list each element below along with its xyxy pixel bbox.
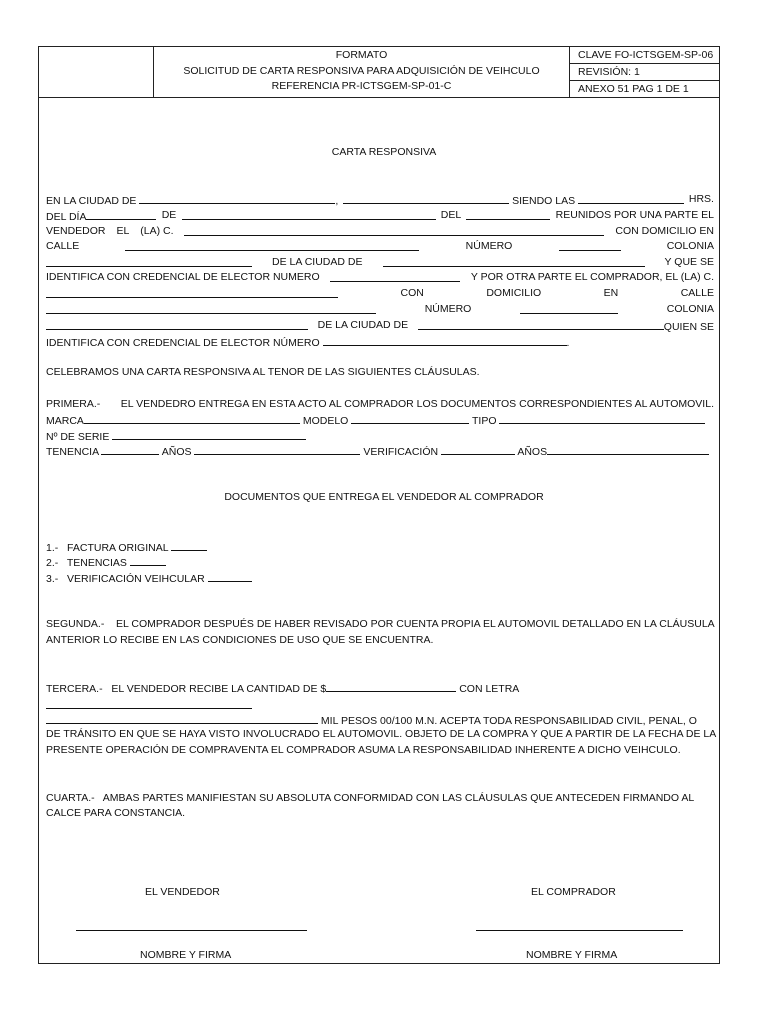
primera-line-1: PRIMERA.- EL VENDEDRO ENTREGA EN ESTA ACTO AL COMPRADOR LOS DOCUMENTOS CORRESPONDIENTES AL AUTOMOVIL. <box>46 398 714 410</box>
vendedor-signature-line <box>76 930 307 931</box>
tercera-line-1: TERCERA.- EL VENDEDOR RECIBE LA CANTIDAD DE $ CON LETRA <box>46 680 519 697</box>
intro-line-6: IDENTIFICA CON CREDENCIAL DE ELECTOR NUMERO Y POR OTRA PARTE EL COMPRADOR, EL (LA) C. <box>46 271 714 283</box>
docs-title: DOCUMENTOS QUE ENTREGA EL VENDEDOR AL COMPRADOR <box>224 491 544 503</box>
primera-line-3: Nº DE SERIE <box>46 428 306 445</box>
header-form-title: SOLICITUD DE CARTA RESPONSIVA PARA ADQUISICIÓN DE VEIHCULO <box>183 64 540 77</box>
intro-line-4: CALLE NÚMERO COLONIA <box>46 240 714 252</box>
form-header <box>39 47 719 98</box>
intro-line-5: DE LA CIUDAD DE Y QUE SE <box>46 255 714 270</box>
intro-line-3: VENDEDOR EL (LA) C. CON DOMICILIO EN <box>46 225 714 237</box>
label-en-la-ciudad: EN LA CIUDAD DE , <box>46 192 338 207</box>
form-frame <box>38 46 720 964</box>
header-anexo: ANEXO 51 PAG 1 DE 1 <box>578 83 689 95</box>
tercera-line-4: PRESENTE OPERACIÓN DE COMPRAVENTA EL COMPRADOR ASUMA LA RESPONSABILIDAD INHERENTE A DICHO VEIHCULO. <box>46 744 681 756</box>
intro-line-8: NÚMERO COLONIA <box>46 302 714 317</box>
intro-line-1 <box>46 192 714 207</box>
intro-line-10: IDENTIFICA CON CREDENCIAL DE ELECTOR NÚMERO . <box>46 334 569 351</box>
cuarta-line-2: CALCE PARA CONSTANCIA. <box>46 807 186 819</box>
intro-line-7: CON DOMICILIO EN CALLE <box>46 286 714 301</box>
tercera-line-3: DE TRÁNSITO EN QUE SE HAYA VISTO INVOLUCRADO EL AUTOMOVIL. OBJETO DE LA COMPRA Y QUE A PARTIR DE LA FECHA DE LA <box>46 728 717 740</box>
header-reference: REFERENCIA PR-ICTSGEM-SP-01-C <box>271 80 452 92</box>
label-siendo-las: SIENDO LAS <box>343 192 684 207</box>
segunda-line-2: ANTERIOR LO RECIBE EN LAS CONDICIONES DE USO QUE SE ENCUENTRA. <box>46 634 434 646</box>
segunda-line-1: SEGUNDA.- EL COMPRADOR DESPUÉS DE HABER REVISADO POR CUENTA PROPIA EL AUTOMOVIL DETALLADO EN LA CLÁUSULA <box>46 618 715 630</box>
cuarta-line-1: CUARTA.- AMBAS PARTES MANIFIESTAN SU ABSOLUTA CONFORMIDAD CON LAS CLÁUSULAS QUE ANTECEDEN FIRMANDO AL <box>46 792 695 804</box>
label-el-vendedor: EL VENDEDOR <box>145 886 220 898</box>
header-logo-cell <box>39 47 154 97</box>
comprador-nombre-firma: NOMBRE Y FIRMA <box>526 949 618 961</box>
tercera-line-2: MIL PESOS 00/100 M.N. ACEPTA TODA RESPONSABILIDAD CIVIL, PENAL, O <box>46 712 697 729</box>
doc-item-3: 3.- VERIFICACIÓN VEIHCULAR <box>46 570 252 587</box>
intro-line-9: DE LA CIUDAD DE QUIEN SE <box>46 318 714 333</box>
doc-item-2: 2.- TENENCIAS <box>46 554 166 571</box>
header-format-label: FORMATO <box>335 49 388 61</box>
label-el-comprador: EL COMPRADOR <box>531 886 616 898</box>
document-title: CARTA RESPONSIVA <box>331 146 437 158</box>
celebramos-text: CELEBRAMOS UNA CARTA RESPONSIVA AL TENOR DE LAS SIGUIENTES CLÁUSULAS. <box>46 366 480 378</box>
doc-item-1: 1.- FACTURA ORIGINAL <box>46 539 207 556</box>
comprador-signature-line <box>476 930 683 931</box>
header-clave: CLAVE FO-ICTSGEM-SP-06 <box>570 47 719 64</box>
intro-line-2: DEL DÍA DE DEL REUNIDOS POR UNA PARTE EL <box>46 209 714 223</box>
vendedor-nombre-firma: NOMBRE Y FIRMA <box>140 949 232 961</box>
header-title-cell <box>154 47 570 98</box>
primera-line-4: TENENCIA AÑOS VERIFICACIÓN AÑOS <box>46 443 709 460</box>
primera-line-2: MARCA MODELO TIPO <box>46 412 705 429</box>
label-hrs: HRS. <box>688 193 714 205</box>
header-meta-cell <box>570 47 719 97</box>
tercera-blank-line <box>46 708 252 709</box>
header-revision: REVISIÓN: 1 <box>570 64 719 81</box>
